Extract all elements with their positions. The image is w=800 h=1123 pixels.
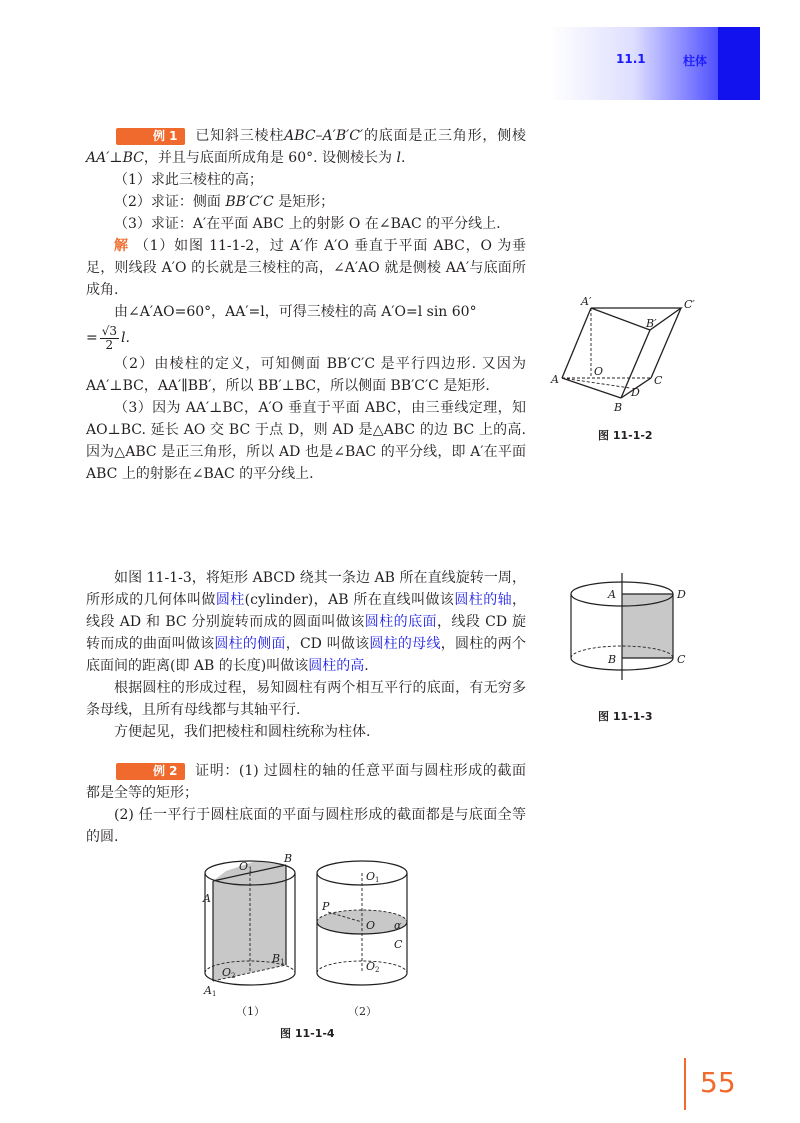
bc-name: BC [122,150,144,166]
figure-oblique-prism [548,290,708,420]
label-d: D [631,386,640,399]
figure-axial-section [198,852,308,1022]
label-o1: O1 [239,860,253,874]
page-number: 55 [700,1066,736,1099]
label-a1: A′ [581,295,592,308]
label-alpha: α [394,919,402,932]
label-a: A [203,892,211,905]
q2-text-b: 是矩形； [278,194,335,210]
label-a: A [608,588,616,601]
section-number: 11.1 [616,52,646,66]
fraction-numerator: √3 [101,323,118,338]
solution-1-height: 由∠A′AO=60°，AA′=l，可得三棱柱的高 A′O=l sin 60° [114,304,477,320]
caption-fig-11-1-2: 图 11-1-2 [598,429,653,442]
line-ad [562,378,630,388]
label-a: A [551,373,559,386]
def-text-d: ，线段 CD 旋转而成的曲面叫做该 [86,614,526,652]
perp-symbol: ⊥ [109,150,123,166]
sub-caption-2: （2） [348,1005,377,1018]
term-generatrix: 圆柱的母线 [369,636,441,652]
question-1: （1）求此三棱柱的高； [114,172,263,188]
def-text-a: 如图 11-1-3，将矩形 ABCD 绕其一条边 AB 所在直线旋转一周，所形成的几何体叫做 [86,570,526,608]
solution-2: （2）由棱柱的定义，可知侧面 BB′C′C 是平行四边形. 又因为 AA′⊥BC，AA′∥BB′，所以 BB′⊥BC，所以侧面 BB′C′C 是矩形. [86,356,526,394]
figure-cross-section [310,852,420,1022]
sub-caption-1: （1） [236,1005,265,1018]
cylinder-paragraph [86,567,526,677]
example-2 [86,760,526,848]
def-text-c: ，线段 AD 和 BC 分别旋转而成的圆面叫做该 [86,592,527,630]
label-b: B [614,401,623,414]
label-b: B [284,852,293,865]
term-base: 圆柱的底面 [364,614,437,630]
figure-cylinder [560,568,710,688]
stem-text-a: 已知斜三棱柱 [194,128,285,144]
label-c: C [394,938,403,951]
solution-1 [86,235,526,301]
caption-fig-11-1-4: 图 11-1-4 [280,1027,335,1040]
term-side: 圆柱的侧面 [214,636,286,652]
def-text-g: . [364,658,369,674]
label-c: C [677,653,686,666]
def-text-f: ，圆柱的两个底面间的距离(即 AB 的长度)叫做该 [86,636,527,674]
section-title: 柱体 [683,54,708,68]
fraction [100,325,119,352]
length-symbol: l [396,150,401,166]
example-2-statement-1: 证明：(1) 过圆柱的轴的任意平面与圆柱形成的截面都是全等的矩形； [86,763,526,801]
q2-text-a: （2）求证：侧面 [114,194,221,210]
cylinder-property: 根据圆柱的形成过程，易知圆柱有两个相互平行的底面，有无穷多条母线，且所有母线都与其轴平行. [86,680,526,718]
header-bar [718,27,760,100]
solution-1-text: （1）如图 11-1-2，过 A′作 A′O 垂直于平面 ABC，O 为垂足，则线段 A′O 的长就是三棱柱的高，∠A′AO 就是侧棱 AA′与底面所成角. [86,238,527,298]
question-2 [86,191,526,213]
edge-name: AA′ [86,150,110,166]
example-1 [86,125,526,485]
label-o2: O2 [366,960,380,974]
period: . [400,150,406,166]
def-text-e: ，CD 叫做该 [285,636,370,652]
example-1-badge: 例 1 [116,128,185,145]
bottom-ellipse-front [317,973,407,985]
page-number-bar [684,1058,686,1110]
label-a1: A1 [204,984,217,998]
term-axis: 圆柱的轴 [454,592,513,608]
label-o: O [366,919,376,932]
label-b: B [608,653,617,666]
def-text-b: (cylinder)，AB 所在直线叫做该 [244,592,455,608]
solution-3: （3）因为 AA′⊥BC，A′O 垂直于平面 ABC，由三垂线定理，知 AO⊥BC. 延长 AO 交 BC 于点 D，则 AD 是△ABC 的边 BC 上的高. 因为△ABC 是正三角形，所以 AD 也是∠BAC 的平分线，即 A′在平面 ABC 上的射影在∠BAC 的平分线上. [86,400,526,482]
rectangle-abcd [622,594,673,658]
prism-name: ABC–A′B′C′ [284,128,364,144]
question-3: （3）求证：A′在平面 ABC 上的射影 O 在∠BAC 的平分线上. [114,216,501,232]
label-d: D [677,588,686,601]
bottom-ellipse-back [317,961,407,973]
label-b1: B1 [272,952,285,966]
term-cylinder: 圆柱 [215,592,245,608]
label-c: C [654,374,663,387]
stem-text-b: 的底面是正三角形，侧棱 [363,128,527,144]
equals-sign: = [86,330,98,346]
caption-fig-11-1-3: 图 11-1-3 [598,710,653,723]
term-height: 圆柱的高 [308,658,365,674]
example-1-stem [86,125,526,169]
fraction-denominator: 2 [105,337,114,352]
label-o2: O2 [222,966,236,980]
example-2-text-2: (2) 任一平行于圆柱底面的平面与圆柱形成的截面都是与底面全等的圆. [86,807,526,845]
prism-top-face [591,308,681,330]
label-o: O [594,365,604,378]
example-2-badge: 例 2 [116,763,185,780]
solution-1-result [86,323,526,353]
stem-text-c: ，并且与底面所成角是 60°. 设侧棱长为 [143,150,393,166]
label-p: P [322,900,330,913]
cylinder-convention: 方便起见，我们把棱柱和圆柱统称为柱体. [114,724,371,740]
fraction-tail: l. [121,330,130,346]
q2-face: BB′C′C [225,194,274,210]
example-2-text-1 [86,760,526,804]
solution-label: 解 [114,238,129,254]
edge-ab [562,378,621,398]
label-o1: O1 [366,870,380,884]
label-b1: B′ [646,317,657,330]
edge-aa1 [562,308,591,378]
cylinder-definition [86,567,526,743]
label-c1: C′ [684,298,695,311]
